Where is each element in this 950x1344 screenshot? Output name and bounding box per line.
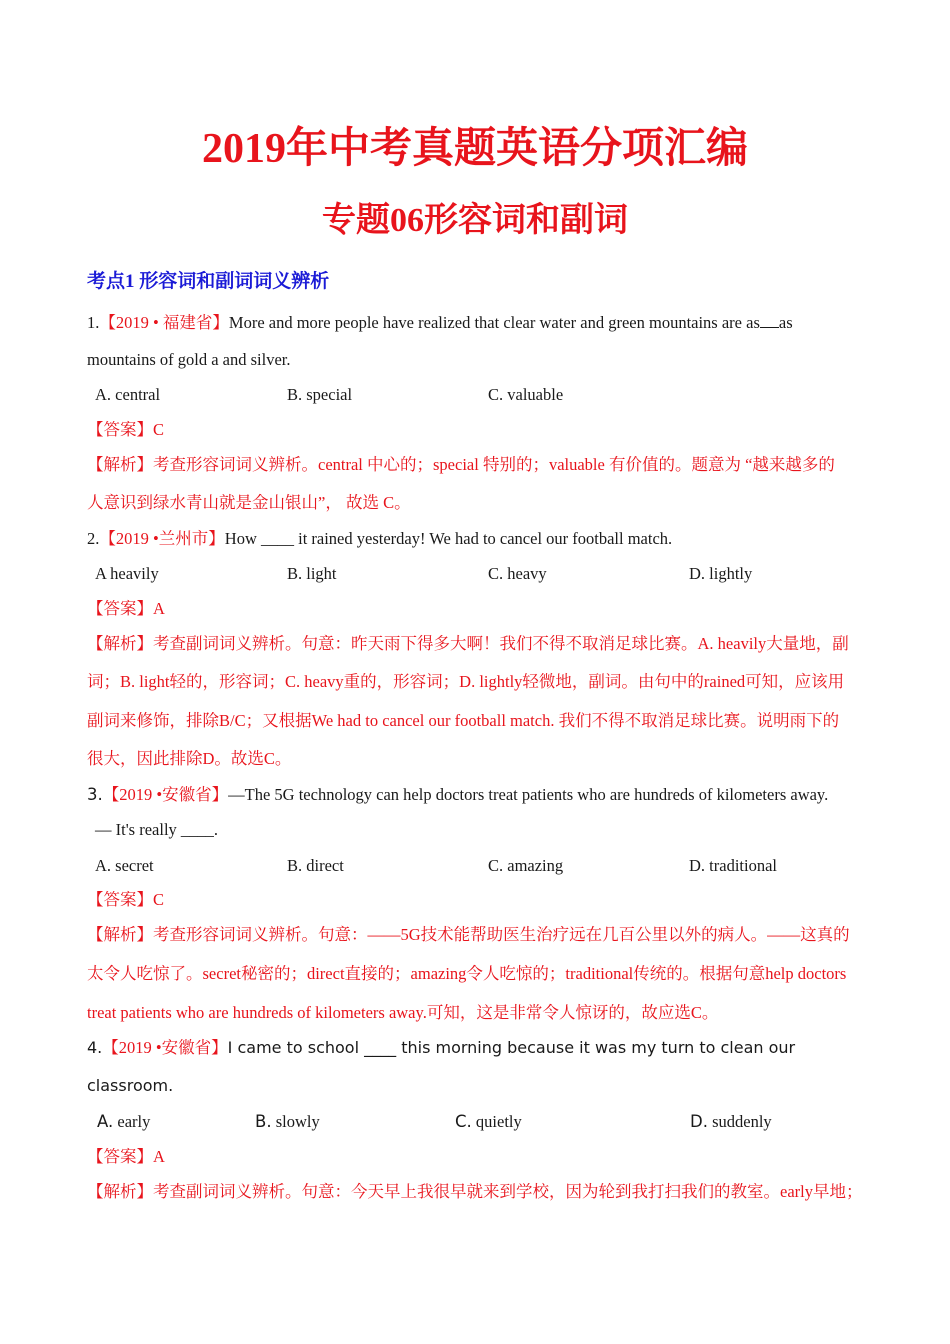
- q1-analysis-line-2: 人意识到绿水青山就是金山银山”， 故选 C。: [87, 493, 411, 512]
- q4-number: 4.: [87, 1038, 103, 1057]
- q1-option-b: B. special: [287, 385, 353, 404]
- q1-stem-text: More and more people have realized that clear water and green mountains are as: [228, 313, 760, 332]
- q3-option-a: A. secret: [95, 856, 154, 875]
- q2-option-a: A heavily: [95, 564, 159, 583]
- q1-analysis-line-1: 【解析】考查形容词词义辨析。central 中心的；special 特别的；valuable 有价值的。题意为 “越来越多的: [87, 455, 835, 474]
- q2-option-d: D. lightly: [689, 564, 753, 583]
- q4-source-tag: 【2019 •安徽省】: [102, 1038, 228, 1057]
- q2-analysis-line-2: 词；B. light轻的，形容词；C. heavy重的，形容词；D. lightly轻微地，副词。由句中的rained可知，应该用: [87, 672, 845, 691]
- q3-number: 3.: [87, 785, 103, 804]
- q3-analysis-line-3: treat patients who are hundreds of kilometers away.可知，这是非常令人惊讶的，故应选C。: [87, 1003, 719, 1022]
- q2-answer: 【答案】A: [87, 599, 165, 618]
- q4-option-d: [690, 1111, 772, 1133]
- q4-option-d-word: suddenly: [712, 1112, 772, 1131]
- q1-answer: 【答案】C: [87, 420, 165, 439]
- q1-option-a: A. central: [95, 385, 161, 404]
- document-subtitle: 专题06形容词和副词: [322, 202, 628, 239]
- q4-stem: [87, 1037, 795, 1059]
- q1-option-c: C. valuable: [488, 385, 564, 404]
- q3-option-c: C. amazing: [488, 856, 564, 875]
- q4-option-b-word: slowly: [275, 1112, 320, 1131]
- q4-analysis-line-1: 【解析】考查副词词义辨析。句意：今天早上我很早就来到学校，因为轮到我打扫我们的教室。early早地；: [87, 1182, 863, 1201]
- q4-option-b-letter: B.: [255, 1112, 272, 1131]
- q2-stem: [87, 528, 672, 550]
- q4-option-a: [97, 1111, 150, 1133]
- q4-option-a-letter: A.: [97, 1112, 114, 1131]
- q3-stem: [87, 784, 828, 806]
- q3-option-b: B. direct: [287, 856, 344, 875]
- q4-stem-line2: classroom.: [87, 1076, 174, 1095]
- q3-stem-text: —The 5G technology can help doctors treat patients who are hundreds of kilometers away.: [228, 785, 829, 804]
- q1-stem-end: as: [778, 313, 793, 332]
- q3-stem-line2: — It's really ____.: [95, 820, 219, 839]
- q2-source-tag: 【2019 •兰州市】: [99, 529, 225, 548]
- q1-stem-line2: mountains of gold a and silver.: [87, 350, 291, 369]
- q4-option-c-letter: C.: [455, 1112, 472, 1131]
- q4-option-d-letter: D.: [690, 1112, 708, 1131]
- q1-blank: [760, 311, 779, 328]
- section-heading: 考点1 形容词和副词词义辨析: [87, 271, 330, 292]
- q4-option-b: [255, 1111, 320, 1133]
- q1-number: 1.: [87, 313, 100, 332]
- q2-analysis-line-1: 【解析】考查副词词义辨析。句意：昨天雨下得多大啊！我们不得不取消足球比赛。A. heavily大量地，副: [87, 634, 849, 653]
- q2-analysis-line-4: 很大，因此排除D。故选C。: [87, 749, 292, 768]
- q2-analysis-line-3: 副词来修饰，排除B/C；又根据We had to cancel our football match. 我们不得不取消足球比赛。说明雨下的: [87, 711, 840, 730]
- q4-option-c: [455, 1111, 522, 1133]
- q4-answer: 【答案】A: [87, 1147, 165, 1166]
- q3-analysis-line-1: 【解析】考查形容词词义辨析。句意：——5G技术能帮助医生治疗远在几百公里以外的病人。——这真的: [87, 925, 850, 944]
- q1-stem: [87, 311, 793, 334]
- q3-source-tag: 【2019 •安徽省】: [102, 785, 229, 804]
- q3-option-d: D. traditional: [689, 856, 777, 875]
- q2-number: 2.: [87, 529, 100, 548]
- q2-option-b: B. light: [287, 564, 337, 583]
- q3-answer: 【答案】C: [87, 890, 165, 909]
- q4-option-c-word: quietly: [475, 1112, 522, 1131]
- document-title: 2019年中考真题英语分项汇编: [201, 126, 748, 172]
- q4-stem-text: I came to school ____ this morning because it was my turn to clean our: [227, 1038, 796, 1057]
- q2-stem-text: How ____ it rained yesterday! We had to cancel our football match.: [224, 529, 673, 548]
- q2-option-c: C. heavy: [488, 564, 547, 583]
- q4-option-a-word: early: [117, 1112, 151, 1131]
- q3-analysis-line-2: 太令人吃惊了。secret秘密的；direct直接的；amazing令人吃惊的；traditional传统的。根据句意help doctors: [87, 964, 847, 983]
- q1-source-tag: 【2019 • 福建省】: [99, 313, 229, 332]
